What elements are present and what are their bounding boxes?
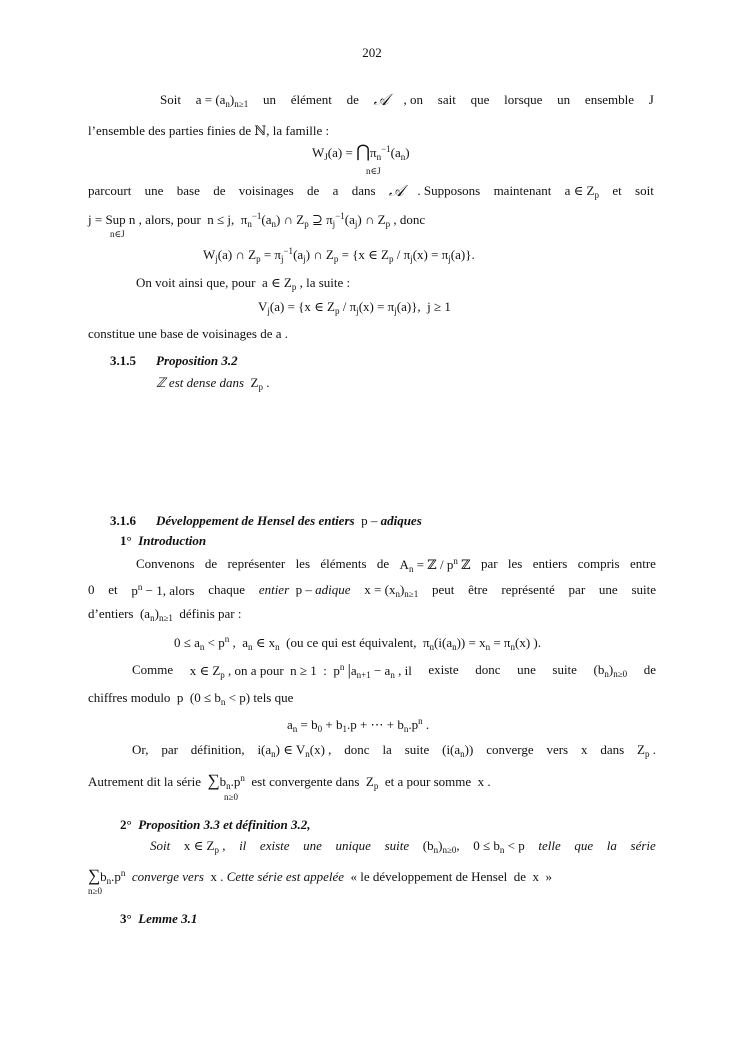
equation-subscript: n≥0 bbox=[224, 792, 238, 802]
page-number: 202 bbox=[362, 45, 382, 60]
paragraph-line: Or, par définition, $i(a_n)$ ∈ $V_n(x)$ , donc la suite $(i(a_n))$ converge vers x dans $Z_p$ . bbox=[132, 742, 656, 759]
equation-subscript: n∈J bbox=[110, 229, 125, 239]
equation: $V_j(a) = \{x$ ∈ $Z_p / \pi_j(x) = \pi_j(a)$}, j ≥ 1 bbox=[258, 299, 451, 316]
equation: $0 \le a_n < p^n$ , $a_n$ ∈ $x_n$ (ou ce qui est équivalent, $\pi_n(i(a_n)) = x_n = \pi_n(x)$ ). bbox=[174, 634, 541, 652]
equation-subscript: n∈J bbox=[366, 166, 381, 176]
paragraph-line: 0 et $p^n - 1$, alors chaque entier p – adique $x = (x_n)_{n\ge 1}$ peut être représenté par une suite bbox=[88, 582, 656, 599]
paragraph-line: Convenons de représenter les éléments de $A_n$ = ℤ / $p^n$ ℤ par les entiers compris entre bbox=[136, 556, 656, 574]
subsection-heading: 1° Introduction bbox=[120, 533, 207, 548]
paragraph-line: parcourt une base de voisinages de a dans 𝒜 . Supposons maintenant a ∈ $Z_p$ et soit bbox=[88, 183, 654, 200]
paragraph-line: $\sum b_n.p^n$ converge vers x . Cette série est appelée « le développement de Hensel de x » bbox=[88, 866, 552, 886]
equation: $W_J(a)$ = $⋂\pi_n^{-1}(a_n)$ bbox=[312, 142, 410, 162]
paragraph-line: chiffres modulo p $(0 \le b_n < p)$ tels que bbox=[88, 690, 294, 707]
equation: $a_n = b_0 + b_1.p$ + ⋯ + $b_n.p^n$ . bbox=[287, 716, 430, 734]
paragraph-line: constitue une base de voisinages de a . bbox=[88, 326, 288, 341]
section-title: Proposition 3.2 bbox=[156, 353, 238, 368]
section-number: 3.1.6 bbox=[110, 513, 136, 528]
paragraph-line: Soit x ∈ $Z_p$ , il existe une unique suite $(b_n)_{n\ge 0}$, $0 \le b_n < p$ telle que la série bbox=[150, 838, 656, 855]
paragraph-line: d’entiers $(a_n)_{n\ge 1}$ définis par : bbox=[88, 606, 242, 623]
paragraph-line: l’ensemble des parties finies de ℕ, la famille : bbox=[88, 123, 330, 138]
equation: $W_j(a)$ ∩ $Z_p = \pi_j^{-1}(a_j)$ ∩ $Z_p = \{x$ ∈ $Z_p / \pi_j(x) = \pi_j(a)$}. bbox=[203, 246, 475, 264]
subsection-heading: 2° Proposition 3.3 et définition 3.2, bbox=[120, 817, 311, 832]
paragraph-line: Soit $a = (a_n)_{n\ge 1}$ un élément de 𝒜 , on sait que lorsque un ensemble J bbox=[160, 92, 654, 109]
section-title: Développement de Hensel des entiers p – adiques bbox=[156, 513, 422, 528]
paragraph-line: Autrement dit la série $\sum b_n.p^n$ est convergente dans $Z_p$ et a pour somme x . bbox=[88, 771, 491, 791]
subsection-heading: 3° Lemme 3.1 bbox=[120, 911, 198, 926]
paragraph-line: Comme x ∈ $Z_p$ , on a pour n ≥ 1 : $p^n$ $|a_{n+1} - a_n$ , il existe donc une suite $(b_n)_{n\ge 0}$ de bbox=[132, 662, 656, 680]
paragraph-line: On voit ainsi que, pour a ∈ $Z_p$ , la suite : bbox=[136, 275, 351, 292]
paragraph-line: j = Sup n , alors, pour n ≤ j, $\pi_n^{-1}(a_n)$ ∩ $Z_p$ ⊇ $\pi_j^{-1}(a_j)$ ∩ $Z_p$ , donc bbox=[88, 211, 426, 229]
equation-subscript: n≥0 bbox=[88, 886, 102, 896]
proposition-body: ℤ est dense dans $Z_p$ . bbox=[156, 375, 270, 392]
section-number: 3.1.5 bbox=[110, 353, 136, 368]
